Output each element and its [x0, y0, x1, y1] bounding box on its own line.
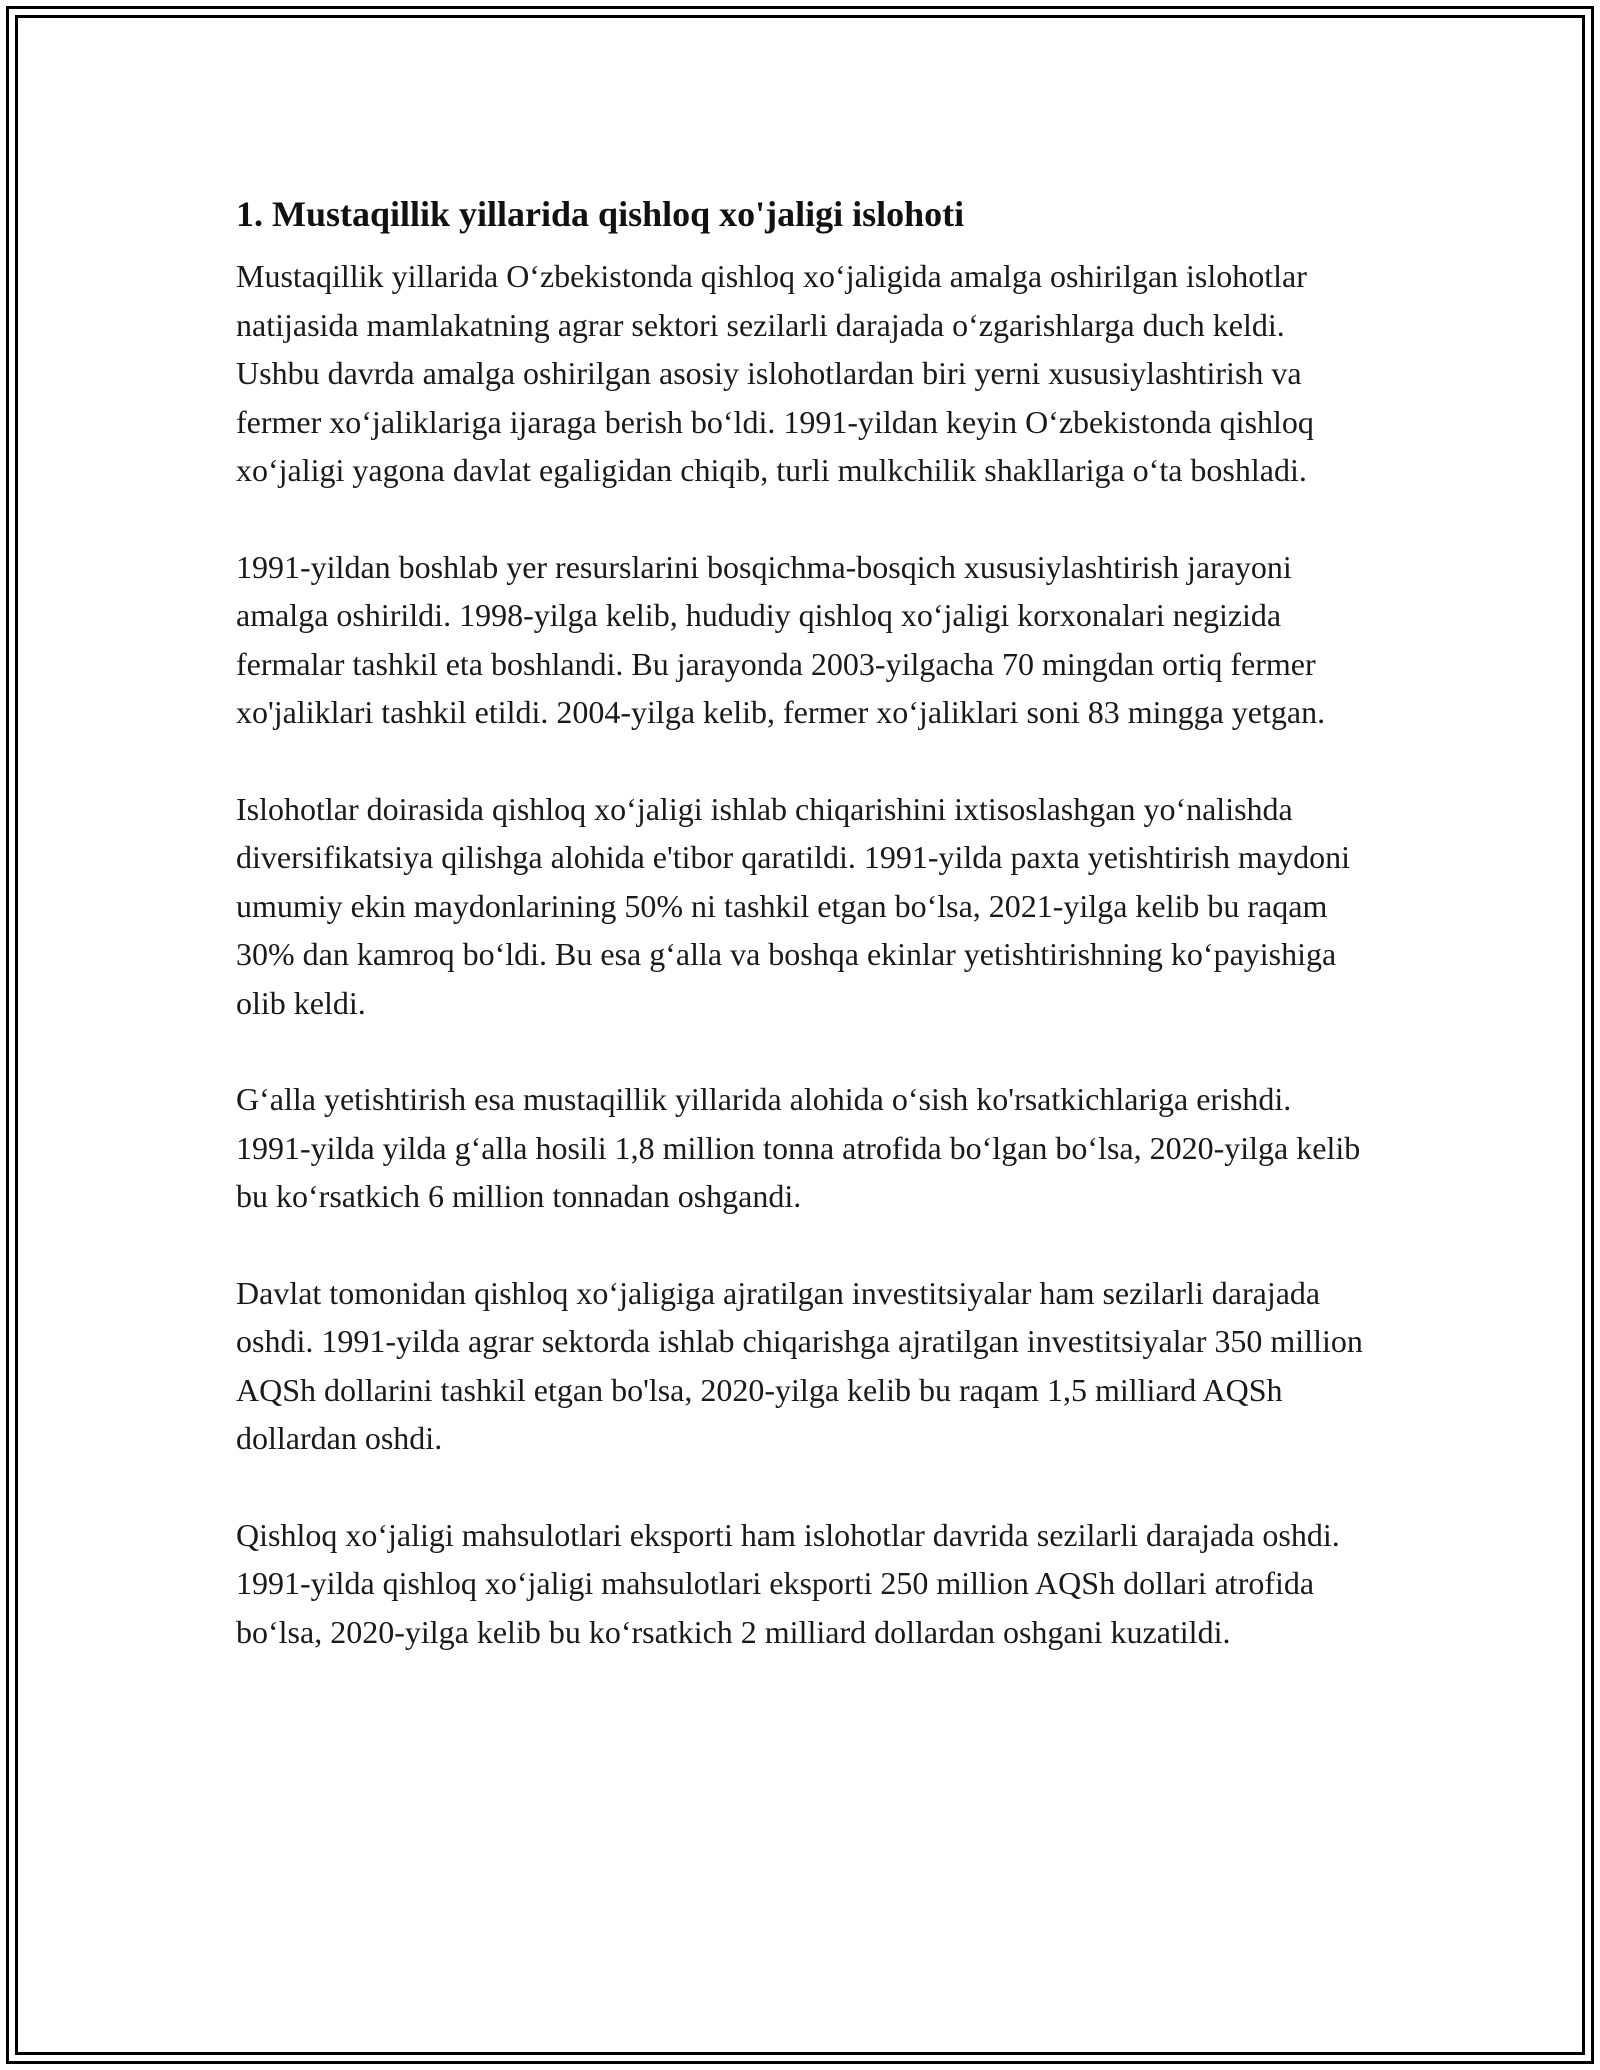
paragraph-diversification: Islohotlar doirasida qishloq xo‘jaligi ishlab chiqarishini ixtisoslashgan yo‘nalishda diversifikatsiya qilishga alohida e'tibor qaratildi. 1991-yilda paxta yetishtirish maydoni umumiy ekin maydonlarining 50% ni tashkil etgan bo‘lsa, 2021-yilga kelib bu raqam 30% dan kamroq bo‘ldi. Bu esa g‘alla va boshqa ekinlar yetishtirishning ko‘payishiga olib keldi. [236, 790, 1350, 1021]
paragraph-grain-production: G‘alla yetishtirish esa mustaqillik yillarida alohida o‘sish ko'rsatkichlariga erishdi. 1991-yilda yilda g‘alla hosili 1,8 million tonna atrofida bo‘lgan bo‘lsa, 2020-yilga kelib bu ko‘rsatkich 6 million tonnadan oshgandi. [236, 1081, 1361, 1214]
document-body [236, 186, 1366, 1704]
paragraph-reforms-overview: Mustaqillik yillarida O‘zbekistonda qishloq xo‘jaligida amalga oshirilgan islohotlar natijasida mamlakatning agrar sektori sezilarli darajada o‘zgarishlarga duch keldi. Ushbu davrda amalga oshirilgan asosiy islohotlardan biri yerni xususiylashtirish va fermer xo‘jaliklariga ijaraga berish bo‘ldi. 1991-yildan keyin O‘zbekistonda qishloq xo‘jaligi yagona davlat egaligidan chiqib, turli mulkchilik shakllariga o‘ta boshladi. [236, 258, 1314, 488]
paragraph-exports: Qishloq xo‘jaligi mahsulotlari eksporti ham islohotlar davrida sezilarli darajada oshdi. 1991-yilda qishloq xo‘jaligi mahsulotlari eksporti 250 million AQSh dollari atrofida bo‘lsa, 2020-yilga kelib bu ko‘rsatkich 2 milliard dollardan oshgani kuzatildi. [236, 1516, 1340, 1650]
paragraph-land-privatization: 1991-yildan boshlab yer resurslarini bosqichma-bosqich xususiylashtirish jarayoni amalga oshirildi. 1998-yilga kelib, hududiy qishloq xo‘jaligi korxonalari negizida fermalar tashkil eta boshlandi. Bu jarayonda 2003-yilgacha 70 mingdan ortiq fermer xo'jaliklari tashkil etildi. 2004-yilga kelib, fermer xo‘jaliklari soni 83 mingga yetgan. [236, 548, 1326, 730]
document-title: 1. Mustaqillik yillarida qishloq xo'jaligi islohoti [236, 194, 965, 234]
paragraph-investments: Davlat tomonidan qishloq xo‘jaligiga ajratilgan investitsiyalar ham sezilarli darajada oshdi. 1991-yilda agrar sektorda ishlab chiqarishga ajratilgan investitsiyalar 350 million AQSh dollarini tashkil etgan bo'lsa, 2020-yilga kelib bu raqam 1,5 milliard AQSh dollardan oshdi. [236, 1274, 1363, 1456]
